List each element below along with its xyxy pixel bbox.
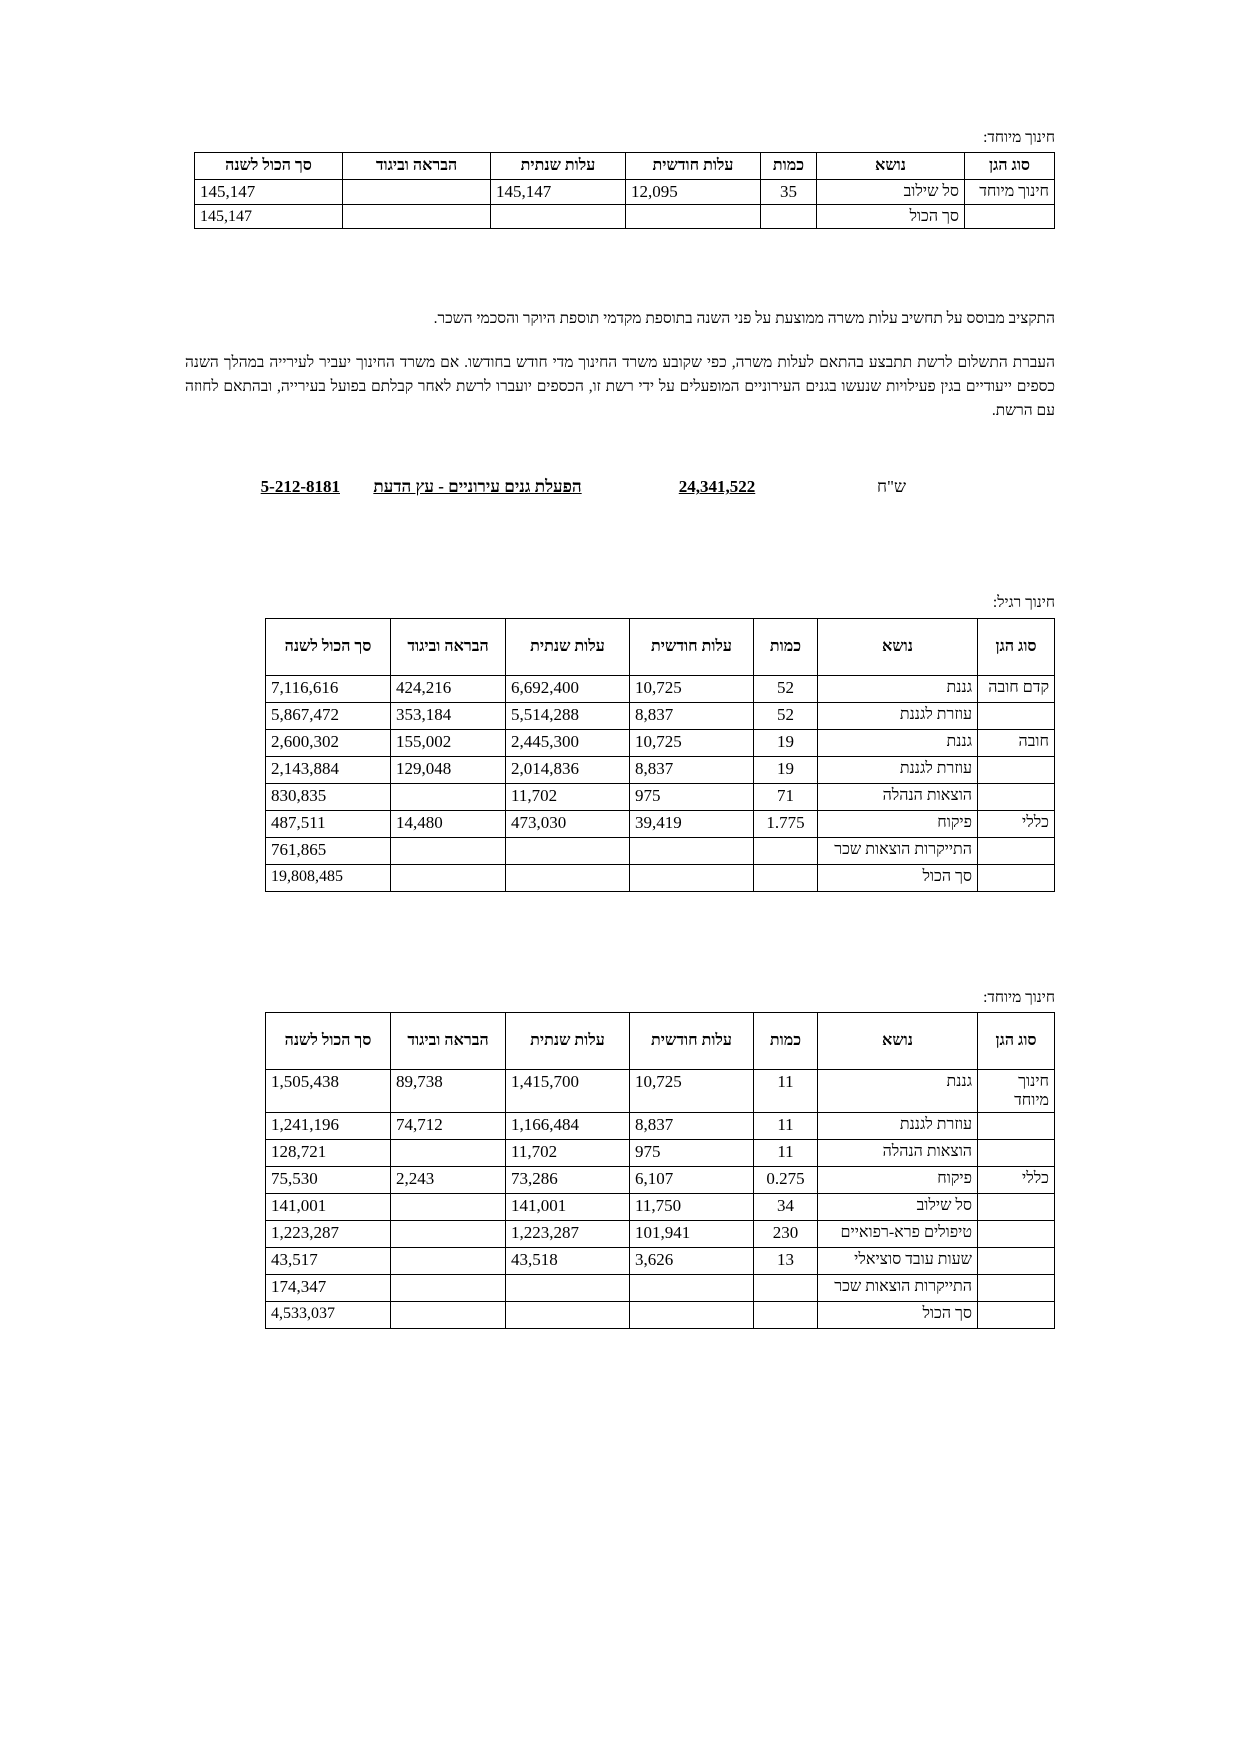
cell-total-label: סך הכול: [818, 864, 978, 891]
cell-health: 2,243: [391, 1167, 506, 1194]
cell-monthly: [630, 864, 754, 891]
table-row: [266, 1069, 1055, 1112]
cell-health: [391, 864, 506, 891]
cell-subject: התייקרות הוצאות שכר: [818, 1275, 978, 1302]
table-row: [266, 1221, 1055, 1248]
caption-special-top: חינוך מיוחד:: [983, 129, 1055, 146]
cell-annual: [491, 204, 626, 228]
cell-type: קדם חובה: [978, 675, 1055, 702]
col-header-total: סך הכול לשנה: [195, 153, 343, 179]
table-row: [266, 756, 1055, 783]
table-row: [266, 1167, 1055, 1194]
cell-total: 2,600,302: [266, 729, 391, 756]
budget-description: הפעלת גנים עירוניים - עץ הדעת: [373, 477, 582, 497]
cell-health: 89,738: [391, 1069, 506, 1112]
cell-annual: 145,147: [491, 179, 626, 204]
cell-total-value: 4,533,037: [266, 1302, 391, 1329]
cell-total-label: סך הכול: [818, 1302, 978, 1329]
cell-annual: 1,223,287: [506, 1221, 630, 1248]
cell-monthly: 8,837: [630, 702, 754, 729]
cell-type: חובה: [978, 729, 1055, 756]
cell-monthly: 39,419: [630, 810, 754, 837]
cell-total: 1,223,287: [266, 1221, 391, 1248]
caption-special-bottom: חינוך מיוחד:: [983, 988, 1055, 1006]
budget-line-heading: [185, 477, 1055, 497]
cell-total-value: 19,808,485: [266, 864, 391, 891]
cell-type: [978, 702, 1055, 729]
cell-subject: הוצאות הנהלה: [818, 783, 978, 810]
col-header-monthly: עלות חודשית: [630, 618, 754, 675]
cell-annual: 141,001: [506, 1194, 630, 1221]
cell-health: 155,002: [391, 729, 506, 756]
spacer: [185, 497, 1055, 593]
col-header-health: הבראה וביגוד: [343, 153, 491, 179]
cell-health: 353,184: [391, 702, 506, 729]
cell-quantity: [761, 204, 817, 228]
cell-subject: שעות עובד סוציאלי: [818, 1248, 978, 1275]
cell-subject: סל שילוב: [818, 1194, 978, 1221]
cell-type-empty: [978, 1302, 1055, 1329]
cell-health: 74,712: [391, 1113, 506, 1140]
cell-type-empty: [965, 204, 1055, 228]
cell-annual: 1,166,484: [506, 1113, 630, 1140]
cell-monthly: 10,725: [630, 729, 754, 756]
cell-annual: [506, 864, 630, 891]
cell-health: [391, 1302, 506, 1329]
cell-health: 129,048: [391, 756, 506, 783]
cell-health: [391, 783, 506, 810]
col-header-quantity: כמות: [761, 153, 817, 179]
cell-type-empty: [978, 864, 1055, 891]
table-row: [266, 675, 1055, 702]
col-header-health: הבראה וביגוד: [391, 618, 506, 675]
cell-total: 7,116,616: [266, 675, 391, 702]
cell-annual: 6,692,400: [506, 675, 630, 702]
cell-subject: טיפולים פרא-רפואיים: [818, 1221, 978, 1248]
cell-total-label: סך הכול: [817, 204, 965, 228]
cell-quantity: [754, 1275, 818, 1302]
cell-monthly: [630, 837, 754, 864]
cell-quantity: 11: [754, 1069, 818, 1112]
cell-subject: גננת: [818, 729, 978, 756]
cell-type: [978, 837, 1055, 864]
cell-type: כללי: [978, 1167, 1055, 1194]
cell-quantity: 13: [754, 1248, 818, 1275]
table-row: [266, 810, 1055, 837]
cell-quantity: 19: [754, 756, 818, 783]
table-row: [266, 702, 1055, 729]
cell-monthly: 101,941: [630, 1221, 754, 1248]
cell-quantity: 11: [754, 1113, 818, 1140]
col-header-quantity: כמות: [754, 1012, 818, 1069]
cell-annual: [506, 837, 630, 864]
cell-quantity: [754, 864, 818, 891]
cell-total: 1,241,196: [266, 1113, 391, 1140]
spacer: [185, 229, 1055, 307]
cell-monthly: 11,750: [630, 1194, 754, 1221]
cell-type: [978, 756, 1055, 783]
col-header-total: סך הכול לשנה: [266, 1012, 391, 1069]
cell-subject: עוזרת לגננת: [818, 756, 978, 783]
cell-quantity: 11: [754, 1140, 818, 1167]
col-header-annual: עלות שנתית: [506, 618, 630, 675]
cell-total: 2,143,884: [266, 756, 391, 783]
page-content: [185, 128, 1055, 1329]
table-row: [266, 729, 1055, 756]
cell-monthly: 8,837: [630, 1113, 754, 1140]
cell-monthly: 10,725: [630, 675, 754, 702]
cell-subject: גננת: [818, 675, 978, 702]
cell-total: 5,867,472: [266, 702, 391, 729]
col-header-type: סוג הגן: [978, 1012, 1055, 1069]
cell-health: [391, 1194, 506, 1221]
cell-type: חינוך מיוחד: [965, 179, 1055, 204]
col-header-quantity: כמות: [754, 618, 818, 675]
cell-annual: 73,286: [506, 1167, 630, 1194]
table-row: [266, 1248, 1055, 1275]
cell-monthly: [626, 204, 761, 228]
col-header-subject: נושא: [817, 153, 965, 179]
cell-total: 145,147: [195, 179, 343, 204]
cell-subject: עוזרת לגננת: [818, 702, 978, 729]
cell-type: חינוך מיוחד: [978, 1069, 1055, 1112]
cell-subject: פיקוח: [818, 1167, 978, 1194]
cell-type: [978, 1113, 1055, 1140]
col-header-health: הבראה וביגוד: [391, 1012, 506, 1069]
table-row: [266, 783, 1055, 810]
cell-annual: [506, 1302, 630, 1329]
table-special-education-top: [194, 152, 1055, 229]
cell-subject: עוזרת לגננת: [818, 1113, 978, 1140]
col-header-subject: נושא: [818, 618, 978, 675]
cell-quantity: 34: [754, 1194, 818, 1221]
cell-health: [343, 179, 491, 204]
cell-quantity: 35: [761, 179, 817, 204]
cell-subject: הוצאות הנהלה: [818, 1140, 978, 1167]
cell-monthly: [630, 1275, 754, 1302]
cell-subject: סל שילוב: [817, 179, 965, 204]
cell-total: 487,511: [266, 810, 391, 837]
cell-monthly: 12,095: [626, 179, 761, 204]
cell-subject: התייקרות הוצאות שכר: [818, 837, 978, 864]
cell-type: [978, 783, 1055, 810]
paragraph-1: התקציב מבוסס על תחשיב עלות משרה ממוצעת על פני השנה בתוספת מקדמי תוספת היוקר והסכמי השכר.: [433, 310, 1055, 328]
cell-health: [391, 1248, 506, 1275]
cell-health: [391, 1140, 506, 1167]
col-header-subject: נושא: [818, 1012, 978, 1069]
table-row: [266, 1140, 1055, 1167]
cell-total: 1,505,438: [266, 1069, 391, 1112]
cell-quantity: 71: [754, 783, 818, 810]
table-special-education-bottom: [265, 1012, 1055, 1329]
cell-type: [978, 1140, 1055, 1167]
col-header-annual: עלות שנתית: [491, 153, 626, 179]
cell-health: 14,480: [391, 810, 506, 837]
cell-monthly: 3,626: [630, 1248, 754, 1275]
table-total-row: [195, 204, 1055, 228]
cell-health: [343, 204, 491, 228]
cell-health: [391, 1221, 506, 1248]
cell-quantity: 0.275: [754, 1167, 818, 1194]
cell-type: [978, 1194, 1055, 1221]
col-header-total: סך הכול לשנה: [266, 618, 391, 675]
cell-total: 174,347: [266, 1275, 391, 1302]
cell-monthly: 975: [630, 783, 754, 810]
spacer: [185, 892, 1055, 988]
cell-health: 424,216: [391, 675, 506, 702]
cell-quantity: [754, 837, 818, 864]
table-total-row: [266, 1302, 1055, 1329]
cell-type: [978, 1248, 1055, 1275]
table-row: [195, 179, 1055, 204]
cell-health: [391, 837, 506, 864]
budget-currency: ש"ח: [877, 477, 907, 497]
table-regular-education: [265, 618, 1055, 892]
table-row: [266, 1275, 1055, 1302]
cell-total: 141,001: [266, 1194, 391, 1221]
cell-health: [391, 1275, 506, 1302]
table-row: [266, 1113, 1055, 1140]
cell-total: 43,517: [266, 1248, 391, 1275]
table-header-row: [195, 153, 1055, 179]
cell-annual: 2,014,836: [506, 756, 630, 783]
cell-total-value: 145,147: [195, 204, 343, 228]
table-row: [266, 837, 1055, 864]
cell-type: כללי: [978, 810, 1055, 837]
cell-annual: 11,702: [506, 1140, 630, 1167]
budget-code: 5-212-8181: [260, 477, 340, 497]
cell-total: 75,530: [266, 1167, 391, 1194]
cell-monthly: [630, 1302, 754, 1329]
cell-quantity: 52: [754, 702, 818, 729]
cell-quantity: 230: [754, 1221, 818, 1248]
cell-total: 128,721: [266, 1140, 391, 1167]
spacer: [185, 423, 1055, 477]
cell-quantity: [754, 1302, 818, 1329]
col-header-type: סוג הגן: [965, 153, 1055, 179]
cell-annual: 2,445,300: [506, 729, 630, 756]
cell-annual: 43,518: [506, 1248, 630, 1275]
cell-monthly: 6,107: [630, 1167, 754, 1194]
table-header-row: [266, 1012, 1055, 1069]
budget-amount: 24,341,522: [678, 477, 756, 497]
col-header-annual: עלות שנתית: [506, 1012, 630, 1069]
table-row: [266, 1194, 1055, 1221]
table-total-row: [266, 864, 1055, 891]
cell-annual: 473,030: [506, 810, 630, 837]
col-header-monthly: עלות חודשית: [630, 1012, 754, 1069]
cell-monthly: 8,837: [630, 756, 754, 783]
cell-type: [978, 1221, 1055, 1248]
cell-total: 761,865: [266, 837, 391, 864]
col-header-type: סוג הגן: [978, 618, 1055, 675]
col-header-monthly: עלות חודשית: [626, 153, 761, 179]
cell-annual: 1,415,700: [506, 1069, 630, 1112]
cell-quantity: 52: [754, 675, 818, 702]
cell-subject: גננת: [818, 1069, 978, 1112]
cell-quantity: 19: [754, 729, 818, 756]
cell-type: [978, 1275, 1055, 1302]
cell-annual: [506, 1275, 630, 1302]
cell-monthly: 10,725: [630, 1069, 754, 1112]
cell-monthly: 975: [630, 1140, 754, 1167]
cell-annual: 5,514,288: [506, 702, 630, 729]
cell-total: 830,835: [266, 783, 391, 810]
cell-annual: 11,702: [506, 783, 630, 810]
caption-regular-education: חינוך רגיל:: [992, 594, 1055, 612]
table-header-row: [266, 618, 1055, 675]
explanatory-text: [185, 307, 1055, 423]
paragraph-2: העברת התשלום לרשת תתבצע בהתאם לעלות משרה, כפי שקובע משרד החינוך מדי חודש בחודשו. אם משרד החינוך יעביר לעירייה במהלך השנה כספים ייעודיים בגין פעילויות שנעשו בגנים העירוניים המופעלים על ידי רשת זו, הכספים יועברו לרשת לאחר קבלתם בפועל בעירייה, ובהתאם לחוזה עם הרשת.: [185, 354, 1055, 420]
cell-subject: פיקוח: [818, 810, 978, 837]
cell-quantity: 1.775: [754, 810, 818, 837]
